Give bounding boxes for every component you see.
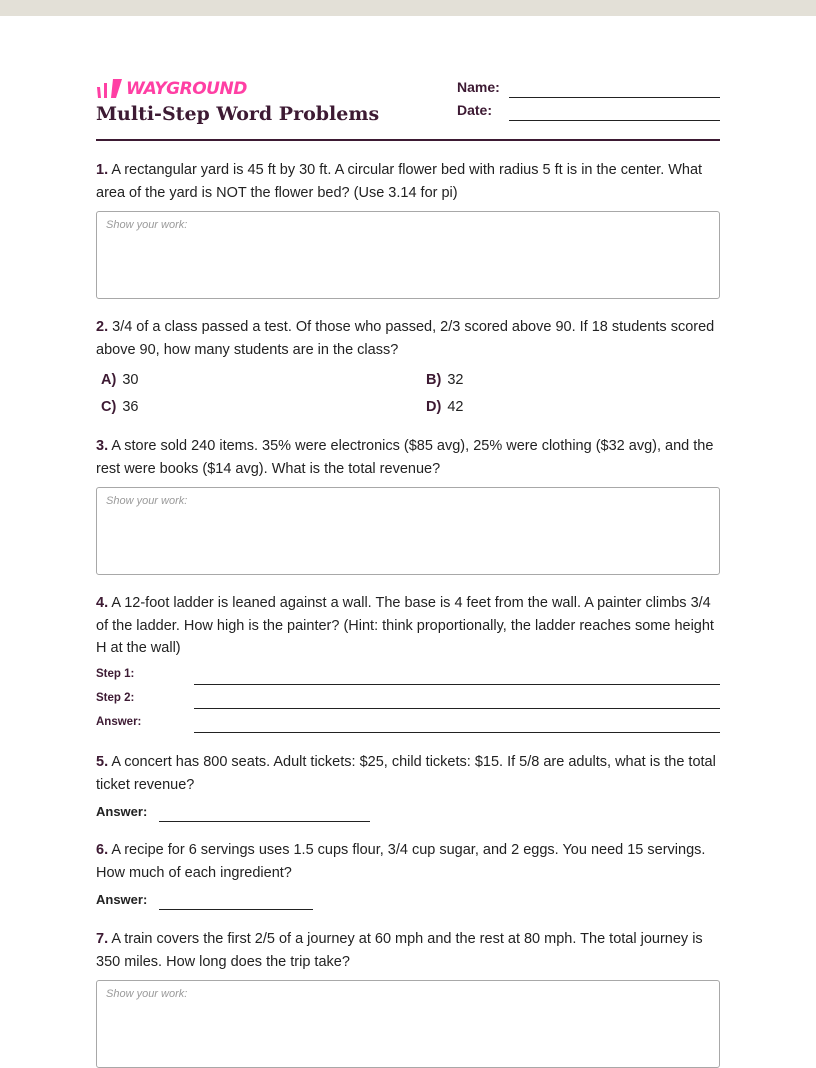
worksheet-page bbox=[96, 16, 720, 1000]
step-2-line[interactable] bbox=[194, 708, 720, 709]
step-answer-line[interactable] bbox=[194, 732, 720, 733]
step-1-label: Step 1: bbox=[96, 668, 135, 680]
answer-label: Answer: bbox=[96, 804, 148, 819]
step-answer-row bbox=[96, 713, 720, 733]
question-text: A recipe for 6 servings uses 1.5 cups flour, 3/4 cup sugar, and 2 eggs. You need 15 servings. How much of each ingredient? bbox=[96, 842, 706, 881]
answer-row-6 bbox=[96, 890, 313, 910]
work-box-7[interactable] bbox=[96, 980, 720, 1068]
work-box-3[interactable] bbox=[96, 487, 720, 575]
worksheet-header bbox=[96, 16, 720, 141]
question-3 bbox=[96, 435, 720, 480]
question-2 bbox=[96, 316, 720, 361]
question-text: A store sold 240 items. 35% were electronics ($85 avg), 25% were clothing ($32 avg), and the rest were books ($14 avg). What is the total revenue? bbox=[96, 438, 714, 477]
step-2-row bbox=[96, 689, 720, 709]
answer-label: Answer: bbox=[96, 892, 148, 907]
wayground-logo-icon bbox=[96, 79, 124, 99]
question-number: 2. bbox=[96, 319, 109, 335]
answer-line[interactable] bbox=[159, 821, 370, 822]
choice-c[interactable]: C) 36 bbox=[101, 399, 139, 415]
top-bar bbox=[0, 0, 816, 16]
step-answer-label: Answer: bbox=[96, 716, 142, 728]
question-text: A train covers the first 2/5 of a journey at 60 mph and the rest at 80 mph. The total journey is 350 miles. How long does the trip take? bbox=[96, 931, 703, 970]
brand-name: WAYGROUND bbox=[126, 79, 247, 99]
question-5 bbox=[96, 751, 720, 796]
step-2-label: Step 2: bbox=[96, 692, 135, 704]
date-label: Date: bbox=[457, 102, 493, 118]
choice-b[interactable]: B) 32 bbox=[426, 372, 464, 388]
name-input-line[interactable] bbox=[509, 97, 720, 98]
question-text: A concert has 800 seats. Adult tickets: $25, child tickets: $15. If 5/8 are adults, what is the total ticket revenue? bbox=[96, 754, 716, 793]
question-6 bbox=[96, 839, 720, 884]
question-4 bbox=[96, 592, 720, 660]
question-number: 1. bbox=[96, 162, 109, 178]
answer-row-5 bbox=[96, 802, 370, 822]
name-label: Name: bbox=[457, 79, 500, 95]
work-box-label: Show your work: bbox=[106, 495, 188, 507]
work-box-label: Show your work: bbox=[106, 219, 188, 231]
question-text: 3/4 of a class passed a test. Of those who passed, 2/3 scored above 90. If 18 students scored above 90, how many students are in the class? bbox=[96, 319, 715, 358]
question-7 bbox=[96, 928, 720, 973]
work-box-label: Show your work: bbox=[106, 988, 188, 1000]
step-1-line[interactable] bbox=[194, 684, 720, 685]
question-number: 3. bbox=[96, 438, 109, 454]
step-1-row bbox=[96, 665, 720, 685]
answer-line[interactable] bbox=[159, 909, 313, 910]
name-field bbox=[457, 76, 720, 98]
question-number: 6. bbox=[96, 842, 109, 858]
question-text: A 12-foot ladder is leaned against a wall. The base is 4 feet from the wall. A painter climbs 3/4 of the ladder. How high is the painter? (Hint: think proportionally, the ladder reaches some height H at the wall) bbox=[96, 595, 714, 656]
work-box-1[interactable] bbox=[96, 211, 720, 299]
question-number: 7. bbox=[96, 931, 109, 947]
question-number: 5. bbox=[96, 754, 109, 770]
date-field bbox=[457, 99, 720, 121]
date-input-line[interactable] bbox=[509, 120, 720, 121]
page-title: Multi-Step Word Problems bbox=[96, 103, 380, 125]
question-1 bbox=[96, 159, 720, 204]
question-text: A rectangular yard is 45 ft by 30 ft. A circular flower bed with radius 5 ft is in the center. What area of the yard is NOT the flower bed? (Use 3.14 for pi) bbox=[96, 162, 703, 201]
question-number: 4. bbox=[96, 595, 109, 611]
choice-d[interactable]: D) 42 bbox=[426, 399, 464, 415]
brand-logo bbox=[96, 79, 247, 99]
choice-a[interactable]: A) 30 bbox=[101, 372, 139, 388]
